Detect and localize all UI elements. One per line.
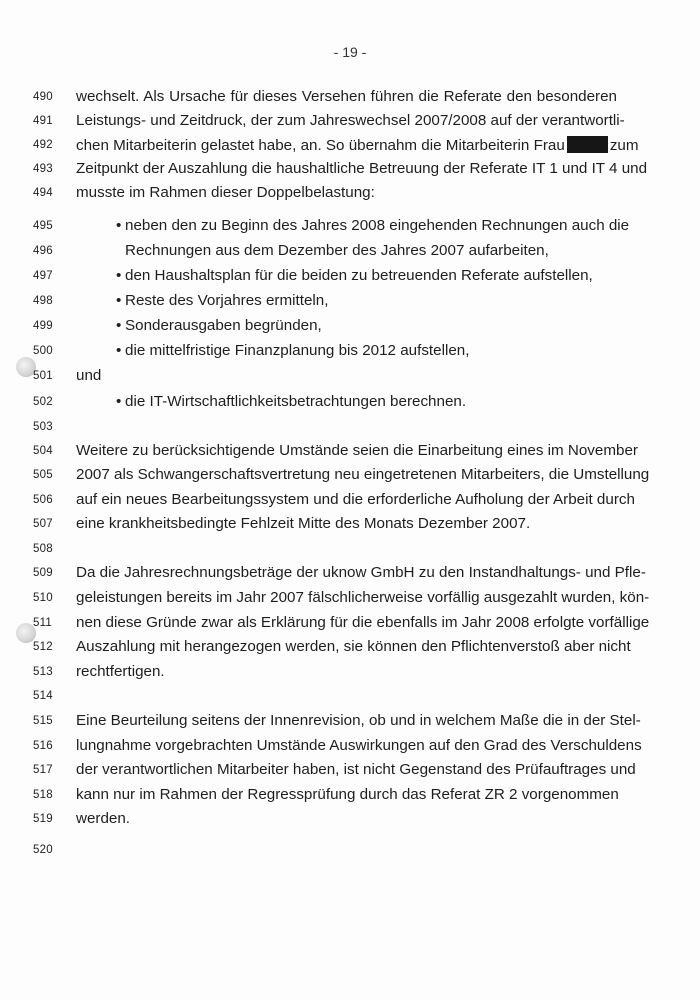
text-line: Da die Jahresrechnungsbeträge der uknow GmbH zu den Instandhaltungs- und Pfle- bbox=[76, 564, 646, 581]
line-number: 505 bbox=[33, 469, 53, 481]
bullet-item bbox=[116, 393, 466, 411]
bullet-text: Reste des Vorjahres ermitteln, bbox=[125, 292, 329, 309]
line-number: 514 bbox=[33, 690, 53, 702]
bullet-item bbox=[116, 342, 469, 360]
line-number: 510 bbox=[33, 592, 53, 604]
bullet-item bbox=[116, 317, 322, 335]
bullet-glyph: • bbox=[116, 217, 122, 234]
bullet-text: die IT-Wirtschaftlichkeitsbetrachtungen berechnen. bbox=[125, 393, 467, 410]
text-line: geleistungen bereits im Jahr 2007 fälschlicherweise vorfällig ausgezahlt wurden, kön- bbox=[76, 589, 650, 606]
bullet-glyph: • bbox=[116, 317, 122, 334]
text-line: lungnahme vorgebrachten Umstände Auswirkungen auf den Grad des Verschuldens bbox=[76, 737, 642, 754]
text-line: Leistungs- und Zeitdruck, der zum Jahreswechsel 2007/2008 auf der verantwortli- bbox=[76, 112, 625, 129]
line-number: 519 bbox=[33, 813, 53, 825]
bullet-item bbox=[116, 267, 593, 285]
line-number: 517 bbox=[33, 764, 53, 776]
line-number: 494 bbox=[33, 187, 53, 199]
text-line: Auszahlung mit herangezogen werden, sie können den Pflichtenverstoß aber nicht bbox=[76, 638, 631, 655]
line-number: 520 bbox=[33, 844, 53, 856]
line-number: 515 bbox=[33, 715, 53, 727]
bullet-text: Sonderausgaben begründen, bbox=[125, 317, 322, 334]
text-line: der verantwortlichen Mitarbeiter haben, ist nicht Gegenstand des Prüfauftrages und bbox=[76, 761, 636, 778]
text-line: 2007 als Schwangerschaftsvertretung neu eingetretenen Mitarbeiters, die Umstellung bbox=[76, 466, 650, 483]
line-number: 516 bbox=[33, 740, 53, 752]
bullet-item bbox=[116, 217, 629, 235]
line-number: 509 bbox=[33, 567, 53, 579]
text-line: Weitere zu berücksichtigende Umstände seien die Einarbeitung eines im November bbox=[76, 442, 638, 459]
line-number: 502 bbox=[33, 396, 53, 408]
line-number: 499 bbox=[33, 320, 53, 332]
text-line: Zeitpunkt der Auszahlung die haushaltliche Betreuung der Referate IT 1 und IT 4 und bbox=[76, 160, 648, 177]
line-number: 491 bbox=[33, 115, 53, 127]
text-line bbox=[76, 136, 639, 155]
line-number: 506 bbox=[33, 494, 53, 506]
text-line: nen diese Gründe zwar als Erklärung für die ebenfalls im Jahr 2008 erfolgte vorfällige bbox=[76, 614, 650, 631]
line-number: 508 bbox=[33, 543, 53, 555]
line-number: 512 bbox=[33, 641, 53, 653]
line-number: 503 bbox=[33, 421, 53, 433]
line-number: 500 bbox=[33, 345, 53, 357]
bullet-text: neben den zu Beginn des Jahres 2008 eingehenden Rechnungen auch die bbox=[125, 217, 630, 234]
text-line: werden. bbox=[76, 810, 131, 827]
line-number: 495 bbox=[33, 220, 53, 232]
line-number: 507 bbox=[33, 518, 53, 530]
conjunction-und: und bbox=[76, 367, 102, 384]
line-number: 492 bbox=[33, 139, 53, 151]
text-line: Eine Beurteilung seitens der Innenrevision, ob und in welchem Maße die in der Stel- bbox=[76, 712, 641, 729]
bullet-glyph: • bbox=[116, 342, 122, 359]
bullet-text: die mittelfristige Finanzplanung bis 2012 aufstellen, bbox=[125, 342, 470, 359]
bullet-glyph: • bbox=[116, 267, 122, 284]
line-number: 496 bbox=[33, 245, 53, 257]
line-number: 511 bbox=[33, 617, 52, 629]
page-number: - 19 - bbox=[333, 44, 367, 60]
bullet-item bbox=[116, 292, 328, 310]
bullet-text: den Haushaltsplan für die beiden zu betreuenden Referate aufstellen, bbox=[125, 267, 593, 284]
line-number: 501 bbox=[33, 370, 53, 382]
bullet-continuation: Rechnungen aus dem Dezember des Jahres 2007 aufarbeiten, bbox=[125, 242, 549, 259]
line-number: 497 bbox=[33, 270, 53, 282]
line-number: 504 bbox=[33, 445, 53, 457]
text-segment: chen Mitarbeiterin gelastet habe, an. So übernahm die Mitarbeiterin Frau bbox=[76, 137, 565, 154]
text-segment: zum bbox=[609, 137, 639, 154]
line-number: 518 bbox=[33, 789, 53, 801]
text-line: musste im Rahmen dieser Doppelbelastung: bbox=[76, 184, 375, 201]
line-number: 513 bbox=[33, 666, 53, 678]
text-line: rechtfertigen. bbox=[76, 663, 165, 680]
bullet-glyph: • bbox=[116, 292, 122, 309]
redaction-block bbox=[567, 136, 608, 153]
bullet-glyph: • bbox=[116, 393, 122, 410]
text-line: kann nur im Rahmen der Regressprüfung durch das Referat ZR 2 vorgenommen bbox=[76, 786, 619, 803]
line-number: 493 bbox=[33, 163, 53, 175]
text-line: wechselt. Als Ursache für dieses Versehen führen die Referate den besonderen bbox=[76, 88, 617, 105]
line-number: 498 bbox=[33, 295, 53, 307]
text-line: auf ein neues Bearbeitungssystem und die erforderliche Aufholung der Arbeit durch bbox=[76, 491, 635, 508]
line-number: 490 bbox=[33, 91, 53, 103]
text-line: eine krankheitsbedingte Fehlzeit Mitte des Monats Dezember 2007. bbox=[76, 515, 531, 532]
